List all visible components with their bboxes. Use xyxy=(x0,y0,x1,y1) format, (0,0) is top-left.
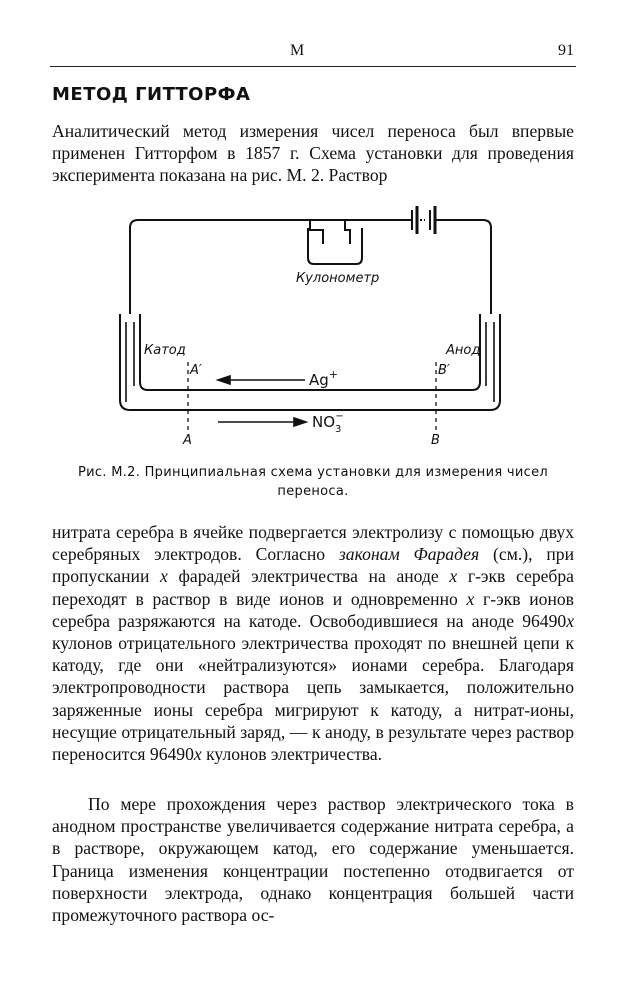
anode-label: Анод xyxy=(446,343,481,358)
page-number: 91 xyxy=(558,42,574,59)
a-label: A xyxy=(183,433,192,448)
circuit-wire-right xyxy=(435,220,491,314)
intro-paragraph: Аналитический метод измерения чисел переноса был впервые применен Гитторфом в 1857 г. Схема установки для проведения эксперимента показана на рис. М. 2. Раствор xyxy=(52,121,574,186)
cathode-label: Катод xyxy=(144,343,186,358)
body-paragraph-2: По мере прохождения через раствор электрического тока в анодном пространстве увеличивается содержание нитрата серебра, а в растворе, окружающем катод, его содержание уменьшается. Граница изменения концентрации постепенно отодвигается от поверхности электрода, однако концентрация большей части промежуточного раствора ос- xyxy=(52,794,574,926)
running-head xyxy=(0,40,626,64)
hittorf-apparatus-diagram xyxy=(100,200,520,460)
b-prime-label: B′ xyxy=(438,363,450,378)
faraday-laws-reference: законам Фарадея xyxy=(338,544,480,565)
figure-caption: Рис. М.2. Принципиальная схема установки для измерения чисел переноса. xyxy=(78,465,548,499)
diagram-svg xyxy=(100,200,520,460)
no3-arrow-head xyxy=(294,418,306,426)
no3-ion-label: $NO_3-$ xyxy=(312,411,344,435)
a-prime-label: A′ xyxy=(190,363,202,378)
header-rule xyxy=(50,66,576,67)
ag-arrow-head xyxy=(218,376,230,384)
u-tube-outer xyxy=(120,314,500,410)
b-label: B xyxy=(431,433,440,448)
coulometer-lead xyxy=(345,220,350,244)
coulometer-label: Кулонометр xyxy=(296,271,380,286)
coulometer-vessel xyxy=(308,228,362,264)
coulometer-lead xyxy=(310,220,323,244)
section-letter: М xyxy=(290,42,305,59)
body-paragraph-1: нитрата серебра в ячейке подвергается электролизу с помощью двух серебряных электродов. Согласно законам Фарадея (см.), при пропускании x фарадей электричества на аноде x г-экв серебра переходят в раствор в виде ионов и одновременно x г-экв ионов серебра разряжаются на катоде. Освободившиеся на аноде 96490x кулонов отрицательного электричества проходят по внешней цепи к катоду, где они «нейтрализуются» ионами серебра. Благодаря электропроводности раствора цепь замыкается, положительно заряженные ионы серебра мигрируют к катоду, а нитрат-ионы, несущие отрицательный заряд, — к аноду, в результате через раствор переносится 96490x кулонов электричества. xyxy=(52,522,574,765)
article-title: МЕТОД ГИТТОРФА xyxy=(52,84,251,105)
ag-ion-label: Ag+ xyxy=(309,368,339,389)
